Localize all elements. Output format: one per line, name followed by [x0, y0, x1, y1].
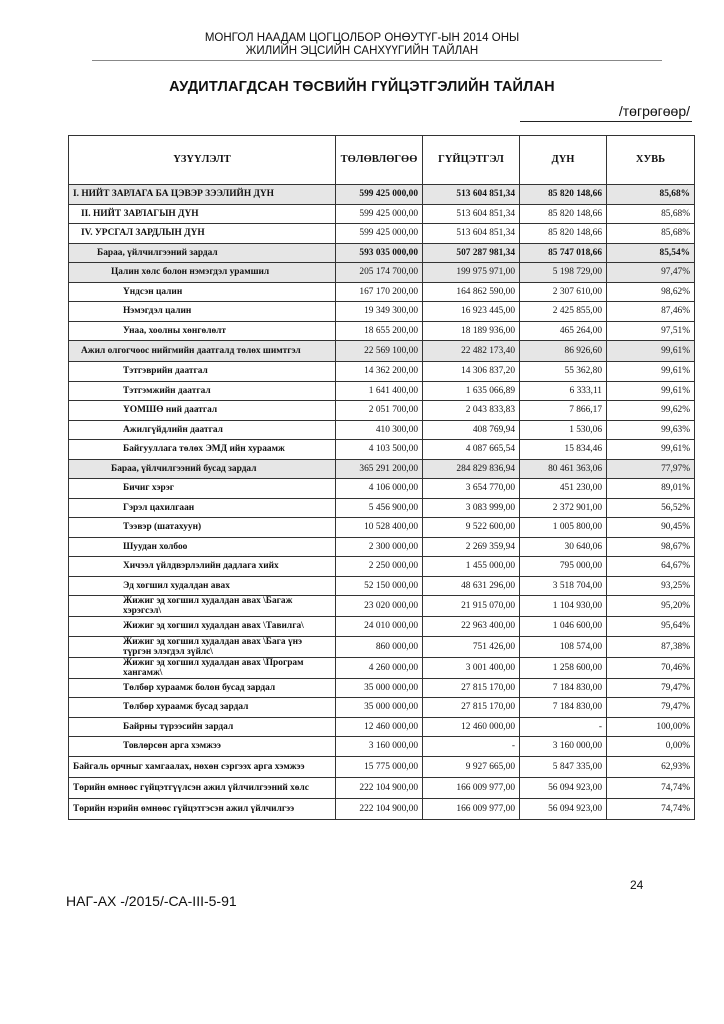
- row-label: Товлөрсөн арга хэмжээ: [69, 737, 336, 757]
- row-percent: 74,74%: [607, 798, 695, 819]
- row-label: II. НИЙТ ЗАРЛАГЫН ДҮН: [69, 204, 336, 224]
- row-plan: 22 569 100,00: [336, 341, 423, 362]
- row-percent: 95,64%: [607, 617, 695, 637]
- table-row: [69, 777, 695, 798]
- table-row: [69, 557, 695, 577]
- row-plan: 410 300,00: [336, 420, 423, 440]
- row-amount: 55 362,80: [520, 362, 607, 382]
- row-percent: 99,62%: [607, 401, 695, 421]
- row-amount: 3 160 000,00: [520, 737, 607, 757]
- budget-table: [68, 135, 695, 820]
- row-plan: 365 291 200,00: [336, 459, 423, 479]
- row-actual: 513 604 851,34: [423, 204, 520, 224]
- row-label: Бичиг хэрэг: [69, 479, 336, 499]
- row-actual: 12 460 000,00: [423, 717, 520, 737]
- row-amount: 1 005 800,00: [520, 518, 607, 538]
- row-actual: 166 009 977,00: [423, 777, 520, 798]
- row-label: Тээвэр (шатахуун): [69, 518, 336, 538]
- row-plan: 19 349 300,00: [336, 302, 423, 322]
- row-amount: 1 258 600,00: [520, 657, 607, 678]
- row-label: Байрны түрээсийн зардал: [69, 717, 336, 737]
- report-title: АУДИТЛАГДСАН ТӨСВИЙН ГҮЙЦЭТГЭЛИЙН ТАЙЛАН: [169, 79, 555, 95]
- row-actual: 2 043 833,83: [423, 401, 520, 421]
- row-percent: 87,38%: [607, 636, 695, 657]
- table-row: [69, 420, 695, 440]
- row-actual: 199 975 971,00: [423, 263, 520, 283]
- table-row: [69, 401, 695, 421]
- table-row: [69, 185, 695, 205]
- column-header-percent: ХУВЬ: [607, 136, 695, 185]
- column-header-actual: ГҮЙЦЭТГЭЛ: [423, 136, 520, 185]
- row-plan: 24 010 000,00: [336, 617, 423, 637]
- row-label: Жижиг эд хогшил худалдан авах \Тавилга\: [69, 617, 336, 637]
- row-amount: -: [520, 717, 607, 737]
- row-percent: 79,47%: [607, 698, 695, 718]
- row-amount: 7 184 830,00: [520, 678, 607, 698]
- row-percent: 99,61%: [607, 362, 695, 382]
- row-amount: 80 461 363,06: [520, 459, 607, 479]
- row-plan: 167 170 200,00: [336, 282, 423, 302]
- row-actual: -: [423, 737, 520, 757]
- table-header-row: [69, 136, 695, 185]
- row-plan: 2 250 000,00: [336, 557, 423, 577]
- row-label: Цалин хөлс болон нэмэгдэл урамшил: [69, 263, 336, 283]
- row-label: Жижиг эд хогшил худалдан авах \Бага үнэ түргэн элэгдэл зүйлс\: [69, 636, 336, 657]
- row-amount: 86 926,60: [520, 341, 607, 362]
- row-plan: 15 775 000,00: [336, 756, 423, 777]
- row-actual: 48 631 296,00: [423, 576, 520, 596]
- row-label: Эд хогшил худалдан авах: [69, 576, 336, 596]
- row-label: Байгаль орчныг хамгаалах, нөхөн сэргээх арга хэмжээ: [69, 756, 336, 777]
- table-row: [69, 576, 695, 596]
- row-label: IV. УРСГАЛ ЗАРДЛЫН ДҮН: [69, 224, 336, 244]
- row-amount: 85 820 148,66: [520, 185, 607, 205]
- row-amount: 56 094 923,00: [520, 798, 607, 819]
- table-row: [69, 617, 695, 637]
- row-amount: 3 518 704,00: [520, 576, 607, 596]
- header-divider: [92, 60, 662, 61]
- row-amount: 5 198 729,00: [520, 263, 607, 283]
- table-row: [69, 636, 695, 657]
- table-row: [69, 518, 695, 538]
- row-plan: 222 104 900,00: [336, 798, 423, 819]
- column-header-plan: ТӨЛӨВЛӨГӨӨ: [336, 136, 423, 185]
- row-plan: 599 425 000,00: [336, 185, 423, 205]
- row-label: Нэмэгдэл цалин: [69, 302, 336, 322]
- row-actual: 22 963 400,00: [423, 617, 520, 637]
- row-actual: 2 269 359,94: [423, 537, 520, 557]
- table-row: [69, 243, 695, 263]
- row-actual: 1 455 000,00: [423, 557, 520, 577]
- row-actual: 166 009 977,00: [423, 798, 520, 819]
- row-percent: 85,68%: [607, 224, 695, 244]
- row-amount: 6 333,11: [520, 381, 607, 401]
- header-line-1: МОНГОЛ НААДАМ ЦОГЦОЛБОР ОНӨУТҮГ-ЫН 2014 ОНЫ: [204, 32, 520, 44]
- row-actual: 3 001 400,00: [423, 657, 520, 678]
- column-header-amount: ДҮН: [520, 136, 607, 185]
- row-actual: 408 769,94: [423, 420, 520, 440]
- row-percent: 64,67%: [607, 557, 695, 577]
- row-plan: 10 528 400,00: [336, 518, 423, 538]
- row-percent: 95,20%: [607, 596, 695, 617]
- row-amount: 7 184 830,00: [520, 698, 607, 718]
- table-row: [69, 302, 695, 322]
- row-label: Унаа, хоолны хөнгөлөлт: [69, 321, 336, 341]
- row-actual: 14 306 837,20: [423, 362, 520, 382]
- row-percent: 98,62%: [607, 282, 695, 302]
- row-amount: 85 820 148,66: [520, 204, 607, 224]
- row-actual: 3 654 770,00: [423, 479, 520, 499]
- row-actual: 27 815 170,00: [423, 698, 520, 718]
- row-percent: 87,46%: [607, 302, 695, 322]
- row-actual: 4 087 665,54: [423, 440, 520, 460]
- row-amount: 7 866,17: [520, 401, 607, 421]
- table-row: [69, 341, 695, 362]
- row-amount: 1 046 600,00: [520, 617, 607, 637]
- row-amount: 2 307 610,00: [520, 282, 607, 302]
- row-label: Жижиг эд хогшил худалдан авах \Програм хангамж\: [69, 657, 336, 678]
- row-plan: 35 000 000,00: [336, 678, 423, 698]
- row-label: Байгууллага төлөх ЭМД ийн хураамж: [69, 440, 336, 460]
- row-label: Ажилгүйдлийн даатгал: [69, 420, 336, 440]
- row-label: Төрийн өмнөөс гүйцэтгүүлсэн ажил үйлчилгээний хөлс: [69, 777, 336, 798]
- row-amount: 30 640,06: [520, 537, 607, 557]
- row-plan: 3 160 000,00: [336, 737, 423, 757]
- row-label: Бараа, үйлчилгээний зардал: [69, 243, 336, 263]
- row-actual: 1 635 066,89: [423, 381, 520, 401]
- row-actual: 16 923 445,00: [423, 302, 520, 322]
- row-plan: 2 051 700,00: [336, 401, 423, 421]
- row-percent: 100,00%: [607, 717, 695, 737]
- row-label: ҮОМШӨ ний даатгал: [69, 401, 336, 421]
- row-label: Тэтгэврийн даатгал: [69, 362, 336, 382]
- row-amount: 1 104 930,00: [520, 596, 607, 617]
- row-label: Тэтгэмжийн даатгал: [69, 381, 336, 401]
- row-plan: 2 300 000,00: [336, 537, 423, 557]
- row-actual: 507 287 981,34: [423, 243, 520, 263]
- row-label: Бараа, үйлчилгээний бусад зардал: [69, 459, 336, 479]
- row-actual: 513 604 851,34: [423, 185, 520, 205]
- row-percent: 99,61%: [607, 440, 695, 460]
- row-actual: 164 862 590,00: [423, 282, 520, 302]
- currency-unit: /төгрөгөөр/: [618, 103, 690, 119]
- row-plan: 4 106 000,00: [336, 479, 423, 499]
- row-percent: 74,74%: [607, 777, 695, 798]
- row-actual: 21 915 070,00: [423, 596, 520, 617]
- table-row: [69, 798, 695, 819]
- row-amount: 795 000,00: [520, 557, 607, 577]
- row-amount: 451 230,00: [520, 479, 607, 499]
- row-label: Гэрэл цахилгаан: [69, 498, 336, 518]
- row-percent: 85,68%: [607, 204, 695, 224]
- row-percent: 79,47%: [607, 678, 695, 698]
- column-header-indicator: ҮЗҮҮЛЭЛТ: [69, 136, 336, 185]
- row-percent: 99,61%: [607, 341, 695, 362]
- row-actual: 9 522 600,00: [423, 518, 520, 538]
- table-row: [69, 381, 695, 401]
- row-label: Төлбөр хураамж болон бусад зардал: [69, 678, 336, 698]
- row-label: Үндсэн цалин: [69, 282, 336, 302]
- table-row: [69, 282, 695, 302]
- row-percent: 70,46%: [607, 657, 695, 678]
- row-label: Ажил олгогчоос нийгмийн даатгалд төлөх шимтгэл: [69, 341, 336, 362]
- table-row: [69, 698, 695, 718]
- row-percent: 62,93%: [607, 756, 695, 777]
- row-plan: 1 641 400,00: [336, 381, 423, 401]
- row-percent: 85,54%: [607, 243, 695, 263]
- unit-underline: [520, 121, 692, 122]
- row-amount: 2 372 901,00: [520, 498, 607, 518]
- table-row: [69, 204, 695, 224]
- row-plan: 52 150 000,00: [336, 576, 423, 596]
- table-row: [69, 263, 695, 283]
- row-percent: 77,97%: [607, 459, 695, 479]
- row-percent: 89,01%: [607, 479, 695, 499]
- row-actual: 513 604 851,34: [423, 224, 520, 244]
- table-row: [69, 321, 695, 341]
- row-actual: 3 083 999,00: [423, 498, 520, 518]
- row-amount: 15 834,46: [520, 440, 607, 460]
- row-plan: 599 425 000,00: [336, 204, 423, 224]
- row-actual: 18 189 936,00: [423, 321, 520, 341]
- table-row: [69, 657, 695, 678]
- row-label: Төлбөр хураамж бусад зардал: [69, 698, 336, 718]
- table-row: [69, 537, 695, 557]
- row-label: Хичээл үйлдвэрлэлийн дадлага хийх: [69, 557, 336, 577]
- row-plan: 599 425 000,00: [336, 224, 423, 244]
- row-plan: 4 103 500,00: [336, 440, 423, 460]
- row-amount: 108 574,00: [520, 636, 607, 657]
- row-amount: 1 530,06: [520, 420, 607, 440]
- header-line-2: ЖИЛИЙН ЭЦСИЙН САНХҮҮГИЙН ТАЙЛАН: [245, 45, 479, 57]
- row-plan: 18 655 200,00: [336, 321, 423, 341]
- row-amount: 5 847 335,00: [520, 756, 607, 777]
- row-actual: 751 426,00: [423, 636, 520, 657]
- row-plan: 222 104 900,00: [336, 777, 423, 798]
- table-row: [69, 362, 695, 382]
- row-plan: 4 260 000,00: [336, 657, 423, 678]
- row-plan: 12 460 000,00: [336, 717, 423, 737]
- document-code: НАГ-АХ -/2015/-СА-III-5-91: [66, 893, 237, 909]
- row-percent: 93,25%: [607, 576, 695, 596]
- row-plan: 593 035 000,00: [336, 243, 423, 263]
- row-amount: 85 820 148,66: [520, 224, 607, 244]
- table-row: [69, 717, 695, 737]
- row-percent: 97,47%: [607, 263, 695, 283]
- row-plan: 35 000 000,00: [336, 698, 423, 718]
- table-row: [69, 498, 695, 518]
- row-actual: 9 927 665,00: [423, 756, 520, 777]
- row-amount: 2 425 855,00: [520, 302, 607, 322]
- table-row: [69, 596, 695, 617]
- table-row: [69, 224, 695, 244]
- row-percent: 85,68%: [607, 185, 695, 205]
- table-body: [69, 185, 695, 820]
- row-actual: 22 482 173,40: [423, 341, 520, 362]
- row-actual: 284 829 836,94: [423, 459, 520, 479]
- row-percent: 99,63%: [607, 420, 695, 440]
- row-percent: 99,61%: [607, 381, 695, 401]
- row-percent: 97,51%: [607, 321, 695, 341]
- table-row: [69, 479, 695, 499]
- row-amount: 56 094 923,00: [520, 777, 607, 798]
- row-plan: 5 456 900,00: [336, 498, 423, 518]
- row-label: I. НИЙТ ЗАРЛАГА БА ЦЭВЭР ЗЭЭЛИЙН ДҮН: [69, 185, 336, 205]
- row-plan: 205 174 700,00: [336, 263, 423, 283]
- row-percent: 90,45%: [607, 518, 695, 538]
- page-number: 24: [630, 878, 644, 892]
- row-label: Төрийн нэрийн өмнөөс гүйцэтгэсэн ажил үйлчилгээ: [69, 798, 336, 819]
- table-row: [69, 737, 695, 757]
- table-row: [69, 756, 695, 777]
- table-row: [69, 678, 695, 698]
- row-label: Шуудан холбоо: [69, 537, 336, 557]
- row-amount: 465 264,00: [520, 321, 607, 341]
- table-row: [69, 459, 695, 479]
- table-row: [69, 440, 695, 460]
- row-label: Жижиг эд хогшил худалдан авах \Багаж хэрэгсэл\: [69, 596, 336, 617]
- row-percent: 98,67%: [607, 537, 695, 557]
- row-percent: 56,52%: [607, 498, 695, 518]
- row-percent: 0,00%: [607, 737, 695, 757]
- row-plan: 860 000,00: [336, 636, 423, 657]
- row-actual: 27 815 170,00: [423, 678, 520, 698]
- row-amount: 85 747 018,66: [520, 243, 607, 263]
- row-plan: 23 020 000,00: [336, 596, 423, 617]
- row-plan: 14 362 200,00: [336, 362, 423, 382]
